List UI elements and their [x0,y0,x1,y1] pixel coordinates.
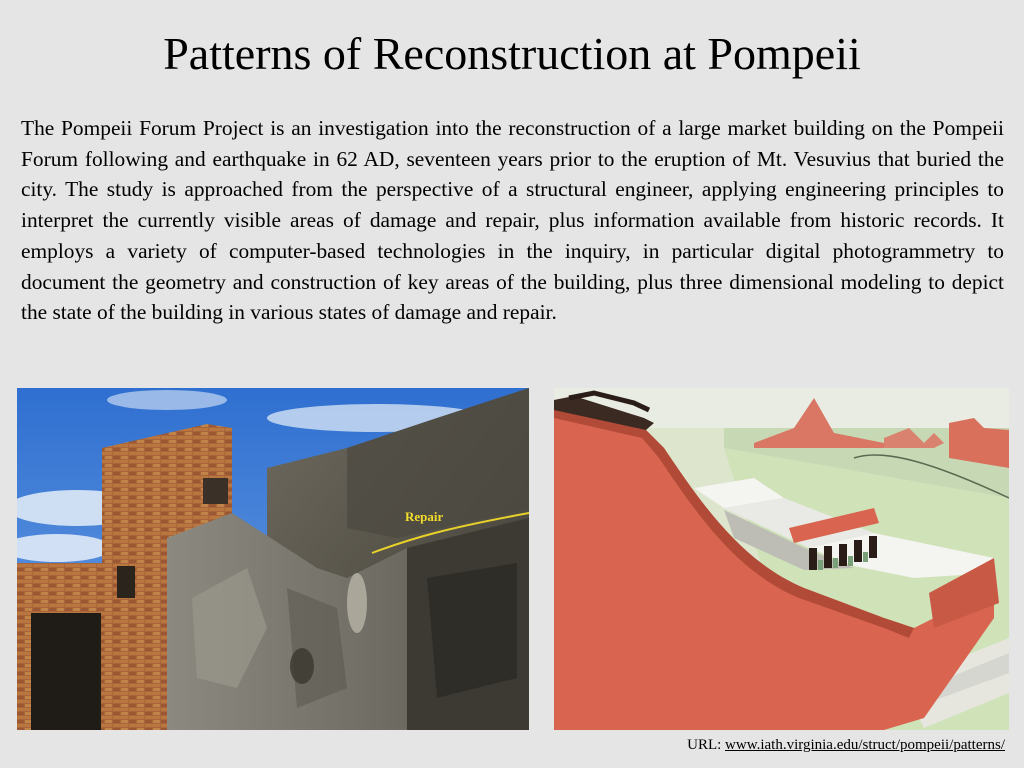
repair-label: Repair [405,509,444,524]
model-render [554,388,1009,730]
intro-paragraph: The Pompeii Forum Project is an investigation into the reconstruction of a large market building on the Pompeii Forum following and earthquake in 62 AD, seventeen years prior to the eruption of Mt. Vesuvius that buried the city. The study is approached from the perspective of a structural engineer, applying engineering principles to interpret the currently visible areas of damage and repair, plus information available from historic records. It employs a variety of computer-based technologies in the inquiry, in particular digital photogrammetry to document the geometry and construction of key areas of the building, plus three dimensional modeling to depict the state of the building in various states of damage and repair. [21,116,1004,325]
url-label: URL: [687,737,722,753]
source-url-link[interactable]: www.iath.virginia.edu/struct/pompeii/patterns/ [725,737,1005,753]
source-url-line [687,735,1005,755]
slide-title: Patterns of Reconstruction at Pompeii [163,28,861,79]
ruin-photo [17,388,529,730]
